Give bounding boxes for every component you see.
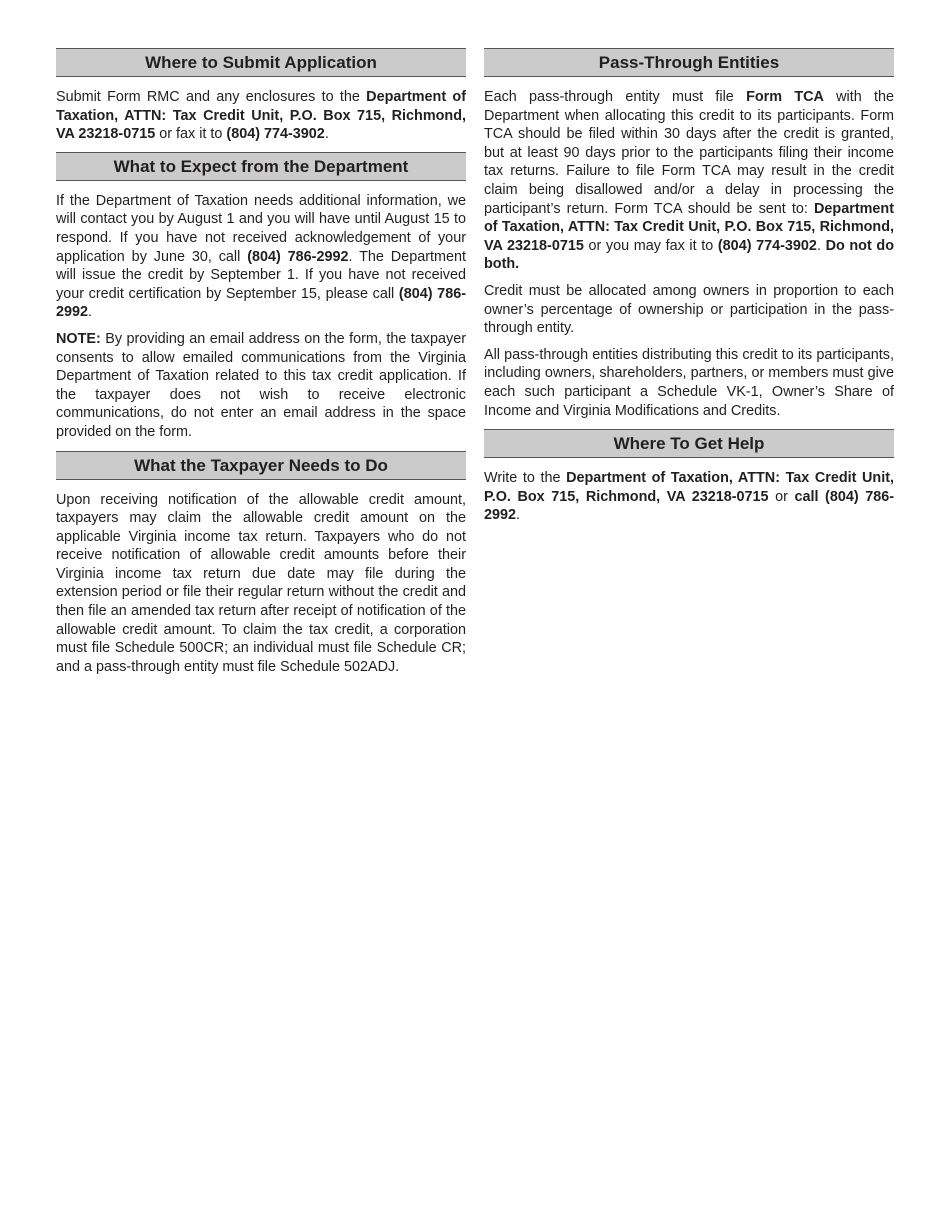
pass-through-paragraph-1 (484, 88, 894, 274)
help-phone: call (804) 786-2992 (484, 488, 895, 524)
pt-text-2: with the Department when allocating this credit to its participants. Form TCA should be filed within 30 days after the credit is granted, but at least 90 days prior to the participants filing their income tax returns. Failure to file Form TCA may result in the credit claim being disallowed and/or a delay in processing the participant’s return. Form TCA should be sent to: (484, 89, 895, 217)
submit-paragraph (56, 88, 466, 144)
help-paragraph (484, 469, 894, 525)
taxpayer-paragraph: Upon receiving notification of the allowable credit amount, taxpayers may claim the allowable credit amount on the applicable Virginia income tax return. Taxpayers who do not receive notification of allowable credit amounts before their Virginia income tax return due date may file during the extension period or file their regular return without the credit and then file an amended tax return after receipt of notification of the allowable credit amount. To claim the tax credit, a corporation must file Schedule 500CR; an individual must file Schedule CR; and a pass-through entity must file Schedule 502ADJ. (56, 491, 466, 675)
right-column (484, 48, 894, 537)
pt-form-tca: Form TCA (746, 89, 824, 105)
help-address: Department of Taxation, ATTN: Tax Credit Unit, P.O. Box 715, Richmond, VA 23218-0715 (484, 470, 894, 505)
expect-phone-1: (804) 786-2992 (247, 248, 349, 265)
help-text-1: Write to the (484, 470, 567, 487)
pt-address: Department of Taxation, ATTN: Tax Credit Unit, P.O. Box 715, Richmond, VA 23218-0715 (484, 200, 894, 254)
pt-do-not-do-both: Do not do both. (484, 237, 894, 273)
pt-text-4: . (816, 237, 826, 254)
left-column (56, 48, 466, 688)
pass-through-paragraph-3: All pass-through entities distributing this credit to its participants, including owners, shareholders, partners, or members must give each such participant a Schedule VK-1, Owner’s Share of Income and Virginia Modifications and Credits. (484, 346, 894, 419)
expect-text-1: If the Department of Taxation needs additional information, we will contact you by August 1 and you will have until August 15 to respond. If you have not received acknowledgement of your application by June 30, call (56, 192, 466, 265)
note-text: By providing an email address on the form, the taxpayer consents to allow emailed communications from the Virginia Department of Taxation related to this tax credit application. If the taxpayer does not wish to receive electronic communications, do not enter an email address in the space provided on the form. (56, 330, 466, 440)
expect-phone-2: (804) 786-2992 (56, 285, 466, 321)
submit-fax-number: (804) 774-3902 (226, 126, 325, 143)
expect-text-2: . The Department will issue the credit by September 1. If you have not received your credit certification by September 15, please call (56, 248, 466, 302)
pt-text-1: Each pass-through entity must file (484, 89, 747, 105)
help-text-3: . (516, 507, 521, 524)
where-to-get-help-heading: Where To Get Help (484, 429, 894, 458)
expect-paragraph (56, 192, 466, 322)
taxpayer-needs-heading: What the Taxpayer Needs to Do (56, 451, 466, 480)
submit-text-1: Submit Form RMC and any enclosures to the (56, 89, 367, 105)
submit-address: Department of Taxation, ATTN: Tax Credit Unit, P.O. Box 715, Richmond, VA 23218-0715 (56, 89, 466, 143)
pass-through-heading: Pass-Through Entities (484, 48, 894, 77)
expect-text-3: . (88, 304, 93, 321)
submit-text-2: or fax it to (155, 126, 227, 143)
note-label: NOTE: (56, 330, 101, 347)
pt-fax-number: (804) 774-3902 (717, 237, 817, 254)
submit-text-3: . (324, 126, 329, 143)
what-to-expect-heading: What to Expect from the Department (56, 152, 466, 181)
pass-through-paragraph-2: Credit must be allocated among owners in proportion to each owner’s percentage of ownership or participation in the pass-through entity. (484, 282, 894, 337)
pt-text-3: or you may fax it to (583, 237, 718, 254)
help-text-2: or (768, 488, 795, 505)
where-to-submit-heading: Where to Submit Application (56, 48, 466, 77)
note-paragraph (56, 330, 466, 442)
